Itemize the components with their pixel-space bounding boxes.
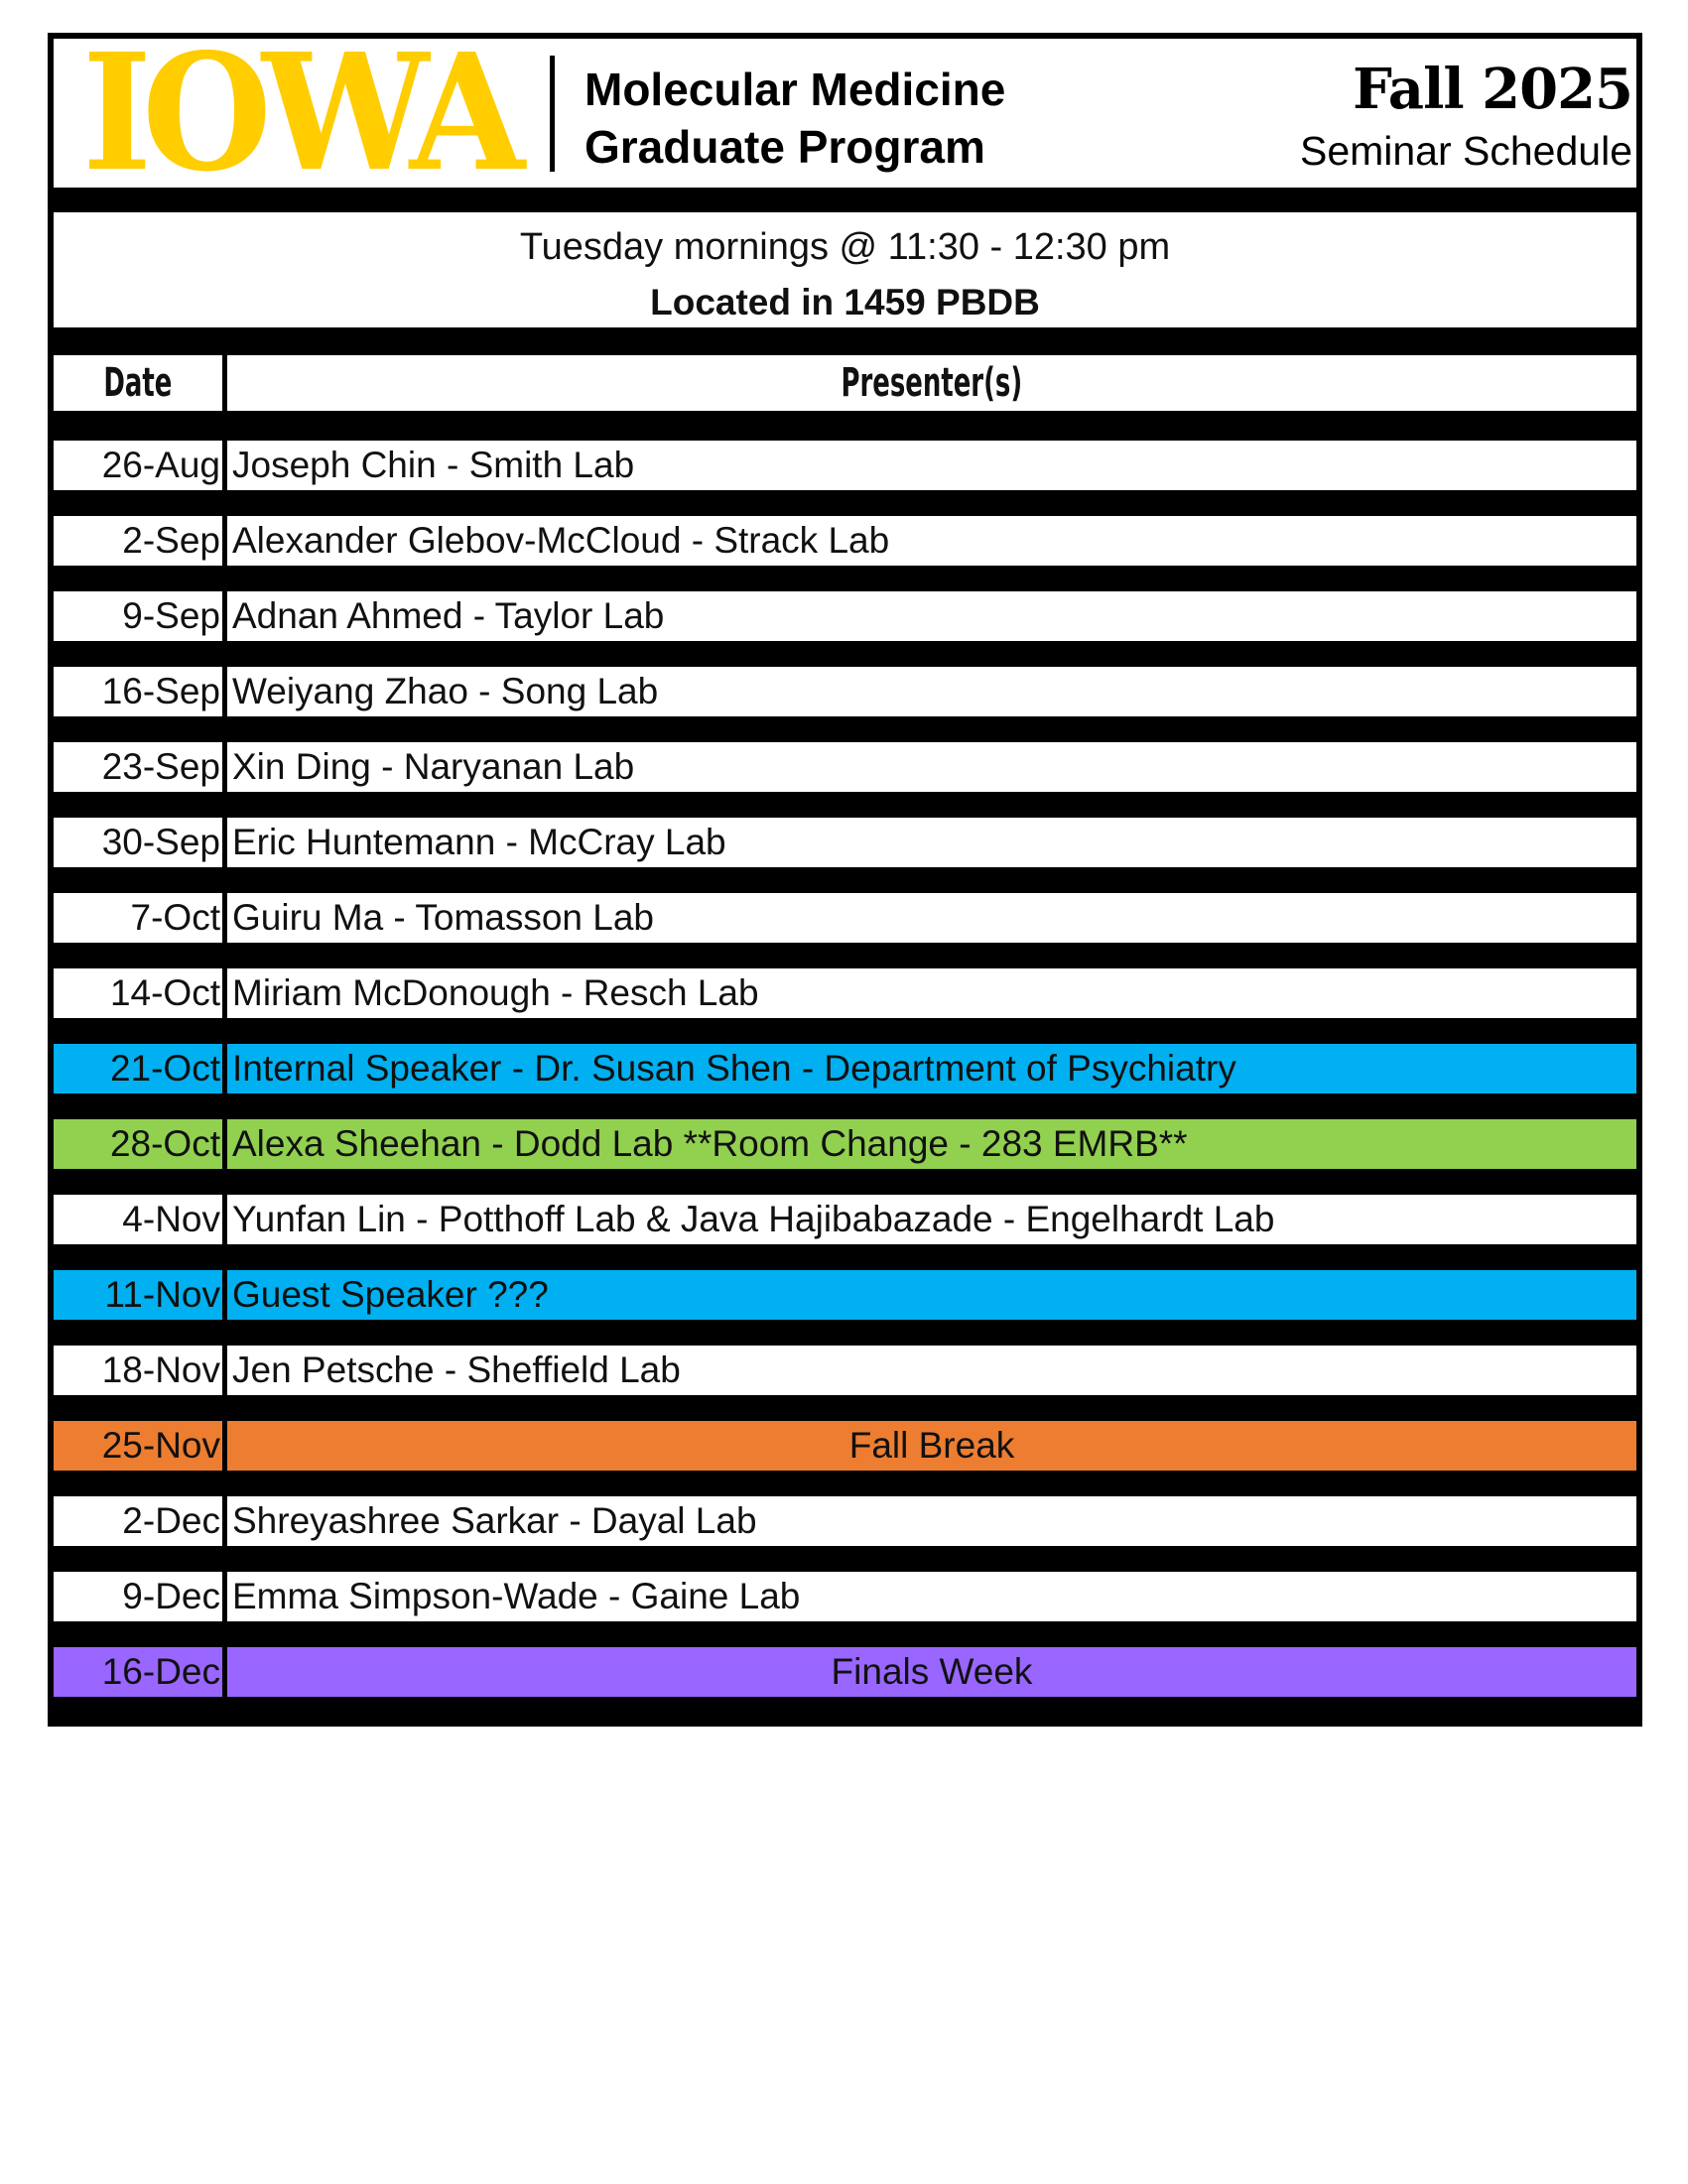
column-header-date: Date <box>54 355 222 411</box>
schedule-frame <box>48 18 1642 1727</box>
header-divider <box>550 56 555 172</box>
row-date: 9-Sep <box>54 591 222 641</box>
column-header-presenters: Presenter(s) <box>227 355 1636 411</box>
table-row <box>54 1346 1636 1395</box>
table-row <box>54 968 1636 1018</box>
row-date: 2-Dec <box>54 1496 222 1546</box>
table-row <box>54 1195 1636 1244</box>
program-line-2: Graduate Program <box>584 121 985 173</box>
table-row-finals-week <box>54 1647 1636 1697</box>
row-presenter: Internal Speaker - Dr. Susan Shen - Department of Psychiatry <box>227 1044 1636 1093</box>
row-date: 16-Sep <box>54 667 222 716</box>
table-row <box>54 818 1636 867</box>
table-row-fall-break <box>54 1421 1636 1471</box>
table-row <box>54 667 1636 716</box>
table-row-room-change <box>54 1119 1636 1169</box>
table-row <box>54 893 1636 943</box>
row-presenter: Alexa Sheehan - Dodd Lab **Room Change - 283 EMRB** <box>227 1119 1636 1169</box>
row-presenter: Miriam McDonough - Resch Lab <box>227 968 1636 1018</box>
row-presenter: Guest Speaker ??? <box>227 1270 1636 1320</box>
table-row <box>54 591 1636 641</box>
row-date: 9-Dec <box>54 1572 222 1621</box>
row-presenter: Fall Break <box>227 1421 1636 1471</box>
row-date: 21-Oct <box>54 1044 222 1093</box>
row-date: 16-Dec <box>54 1647 222 1697</box>
row-presenter: Yunfan Lin - Potthoff Lab & Java Hajibabazade - Engelhardt Lab <box>227 1195 1636 1244</box>
row-presenter: Adnan Ahmed - Taylor Lab <box>227 591 1636 641</box>
program-name <box>584 61 1005 176</box>
row-presenter: Guiru Ma - Tomasson Lab <box>227 893 1636 943</box>
row-presenter: Xin Ding - Naryanan Lab <box>227 742 1636 792</box>
row-date: 2-Sep <box>54 516 222 566</box>
row-date: 18-Nov <box>54 1346 222 1395</box>
row-date: 28-Oct <box>54 1119 222 1169</box>
table-row <box>54 1496 1636 1546</box>
row-date: 25-Nov <box>54 1421 222 1471</box>
row-date: 14-Oct <box>54 968 222 1018</box>
row-presenter: Jen Petsche - Sheffield Lab <box>227 1346 1636 1395</box>
meeting-info <box>54 212 1636 327</box>
row-presenter: Weiyang Zhao - Song Lab <box>227 667 1636 716</box>
table-row-guest-speaker <box>54 1270 1636 1320</box>
term-block <box>1300 57 1632 180</box>
row-date: 26-Aug <box>54 441 222 490</box>
row-presenter: Joseph Chin - Smith Lab <box>227 441 1636 490</box>
program-line-1: Molecular Medicine <box>584 64 1006 115</box>
table-row <box>54 1572 1636 1621</box>
term-title: Fall 2025 <box>1353 57 1632 122</box>
table-row <box>54 742 1636 792</box>
meeting-time: Tuesday mornings @ 11:30 - 12:30 pm <box>519 226 1171 268</box>
row-presenter: Finals Week <box>227 1647 1636 1697</box>
header <box>54 18 1636 208</box>
table-row-internal-speaker <box>54 1044 1636 1093</box>
row-date: 7-Oct <box>54 893 222 943</box>
row-presenter: Eric Huntemann - McCray Lab <box>227 818 1636 867</box>
row-date: 23-Sep <box>54 742 222 792</box>
logo-text: IOWA <box>82 18 516 208</box>
table-row <box>54 441 1636 490</box>
row-presenter: Alexander Glebov-McCloud - Strack Lab <box>227 516 1636 566</box>
row-date: 11-Nov <box>54 1270 222 1320</box>
row-presenter: Shreyashree Sarkar - Dayal Lab <box>227 1496 1636 1546</box>
row-date: 30-Sep <box>54 818 222 867</box>
row-date: 4-Nov <box>54 1195 222 1244</box>
row-presenter: Emma Simpson-Wade - Gaine Lab <box>227 1572 1636 1621</box>
table-row <box>54 516 1636 566</box>
meeting-location: Located in 1459 PBDB <box>650 282 1040 322</box>
iowa-logo <box>82 18 569 208</box>
term-subtitle: Seminar Schedule <box>1299 128 1632 174</box>
